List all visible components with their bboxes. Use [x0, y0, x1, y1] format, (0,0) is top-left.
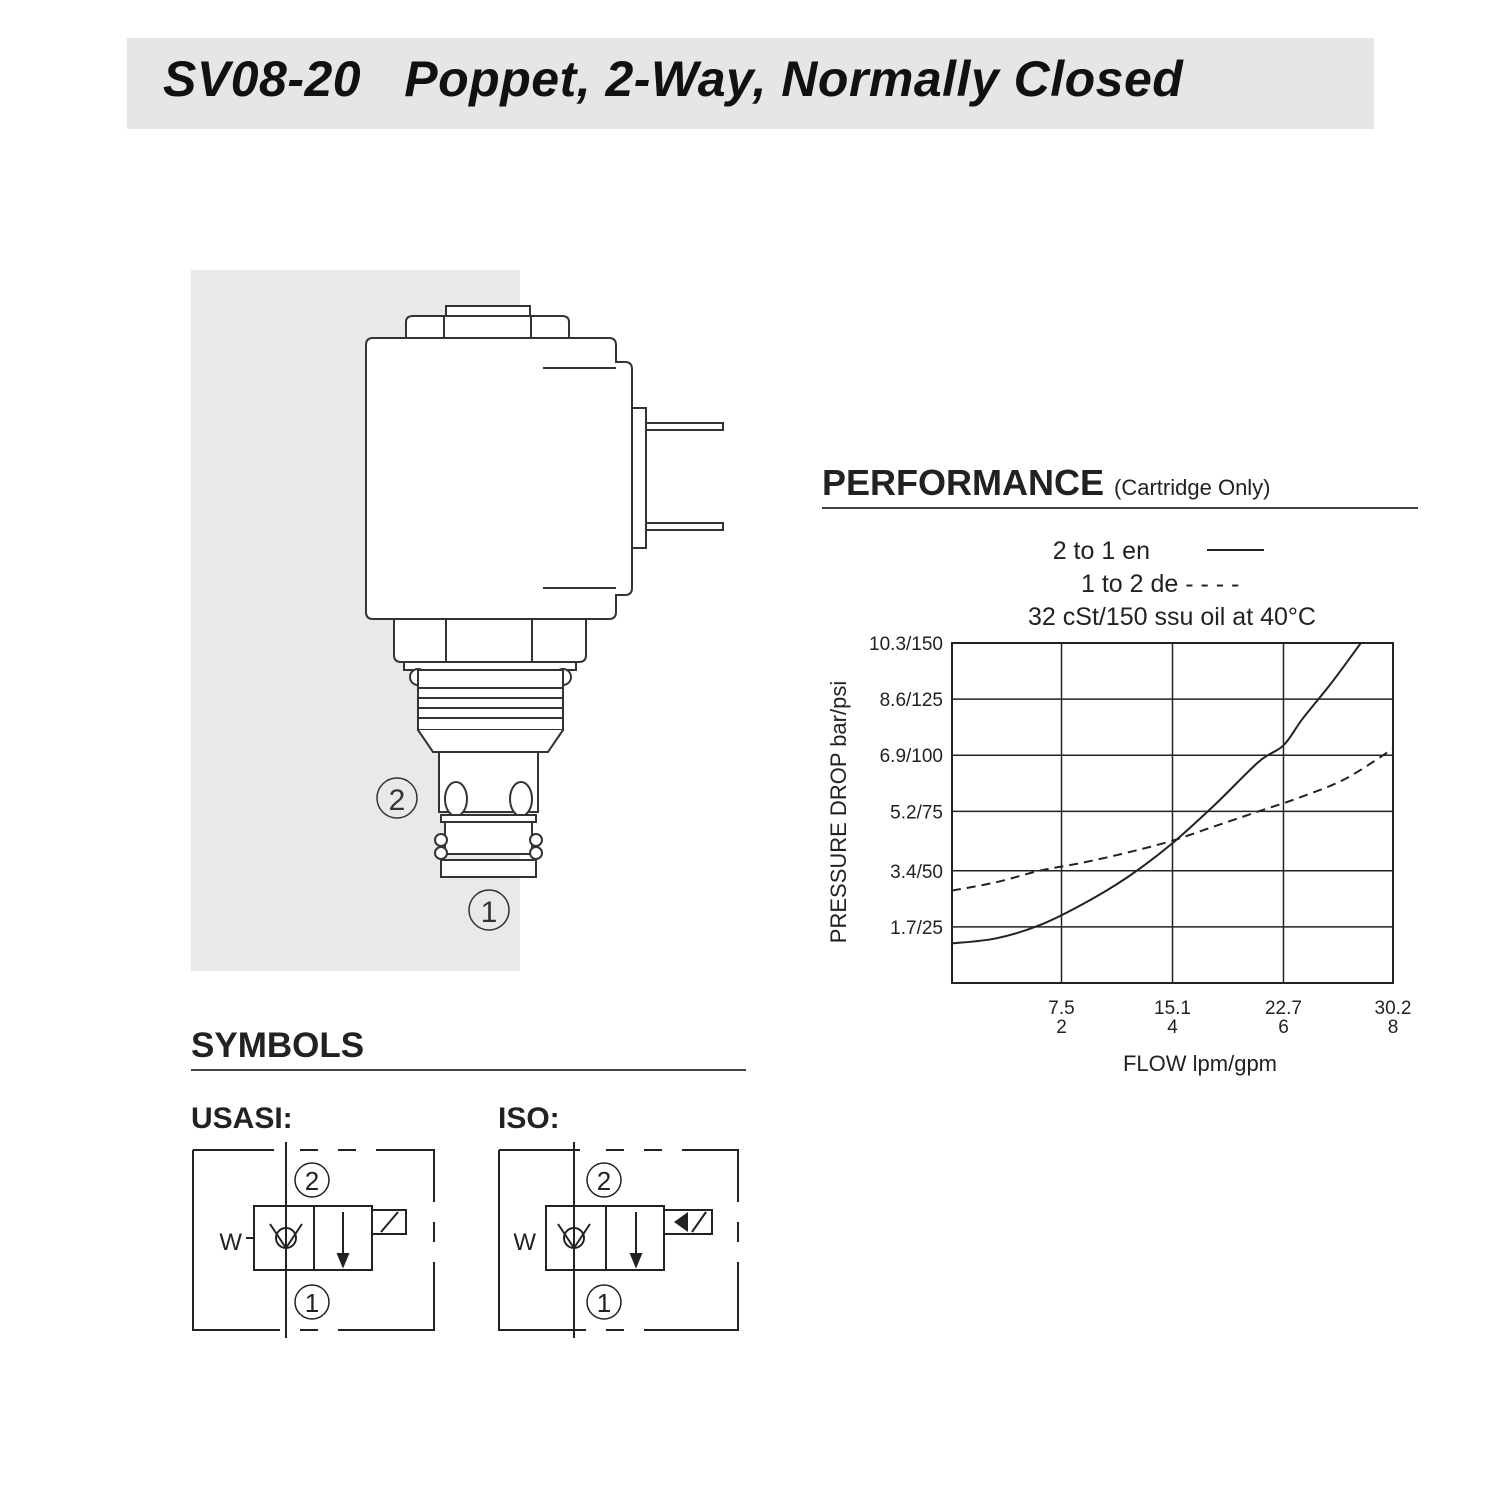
- lower-nut: [394, 619, 586, 662]
- legend-solid-label: 2 to 1 en: [1052, 537, 1150, 565]
- performance-heading: [822, 462, 1271, 504]
- plot-area: [869, 634, 1411, 1038]
- port-1-label: 1: [480, 896, 498, 929]
- iso-frame-right: [606, 1150, 738, 1330]
- x-tick-label: 22.7: [1264, 998, 1302, 1019]
- performance-subtitle: (Cartridge Only): [1114, 475, 1271, 500]
- terminal-box: [632, 408, 646, 548]
- performance-chart: [815, 530, 1425, 1090]
- cartridge-thread: [418, 670, 563, 730]
- usasi-port-2: 2: [304, 1166, 320, 1196]
- x-tick-label: 15.1: [1154, 998, 1191, 1019]
- y-tick-label: 1.7/25: [890, 917, 943, 939]
- usasi-symbol: [188, 1142, 440, 1338]
- y-tick-label: 6.9/100: [879, 746, 943, 768]
- x-tick-label: 6: [1278, 1017, 1289, 1038]
- y-tick-label: 10.3/150: [869, 634, 943, 655]
- y-tick-label: 8.6/125: [879, 690, 943, 712]
- x-tick-label: 8: [1387, 1017, 1399, 1038]
- chart-condition: 32 cSt/150 ssu oil at 40°C: [1028, 603, 1316, 631]
- iso-frame-left: [499, 1150, 586, 1330]
- iso-spring-label: W: [513, 1229, 536, 1256]
- iso-port-2: 2: [596, 1166, 612, 1196]
- port-2-marker: [377, 778, 417, 818]
- page-title: [163, 50, 1183, 108]
- iso-label: ISO:: [498, 1102, 560, 1135]
- iso-port-1: 1: [596, 1288, 612, 1318]
- x-tick-label: 4: [1167, 1017, 1178, 1038]
- port-1-marker: [469, 890, 509, 930]
- usasi-spring-label: W: [219, 1229, 242, 1256]
- performance-divider: [822, 507, 1418, 509]
- x-tick-label: 7.5: [1048, 998, 1075, 1019]
- port-2-label: 2: [388, 784, 406, 817]
- series-line-2-to-1: [952, 643, 1361, 943]
- performance-title: PERFORMANCE: [822, 462, 1105, 503]
- y-tick-label: 5.2/75: [890, 802, 943, 824]
- y-tick-label: 3.4/50: [890, 861, 943, 883]
- iso-symbol: [494, 1142, 746, 1338]
- symbols-divider: [191, 1069, 746, 1071]
- terminal-pin-bottom: [646, 523, 723, 530]
- usasi-frame-right: [300, 1150, 434, 1330]
- symbols-heading: SYMBOLS: [191, 1026, 365, 1065]
- usasi-label: USASI:: [191, 1102, 293, 1135]
- iso-solenoid-arrow: [674, 1212, 688, 1232]
- usasi-port-1: 1: [304, 1288, 320, 1318]
- legend-dashed-label: 1 to 2 de - - - -: [1081, 570, 1240, 598]
- valve-description: Poppet, 2-Way, Normally Closed: [404, 51, 1184, 107]
- model-number: SV08-20: [163, 51, 362, 107]
- x-tick-label: 30.2: [1374, 998, 1412, 1019]
- x-tick-label: 2: [1056, 1017, 1067, 1038]
- coil-body: [366, 338, 632, 619]
- valve-illustration: [191, 270, 751, 971]
- y-axis-label: PRESSURE DROP bar/psi: [826, 680, 851, 944]
- top-nut: [406, 316, 569, 338]
- terminal-pin-top: [646, 423, 723, 430]
- x-axis-label: FLOW lpm/gpm: [1122, 1051, 1278, 1076]
